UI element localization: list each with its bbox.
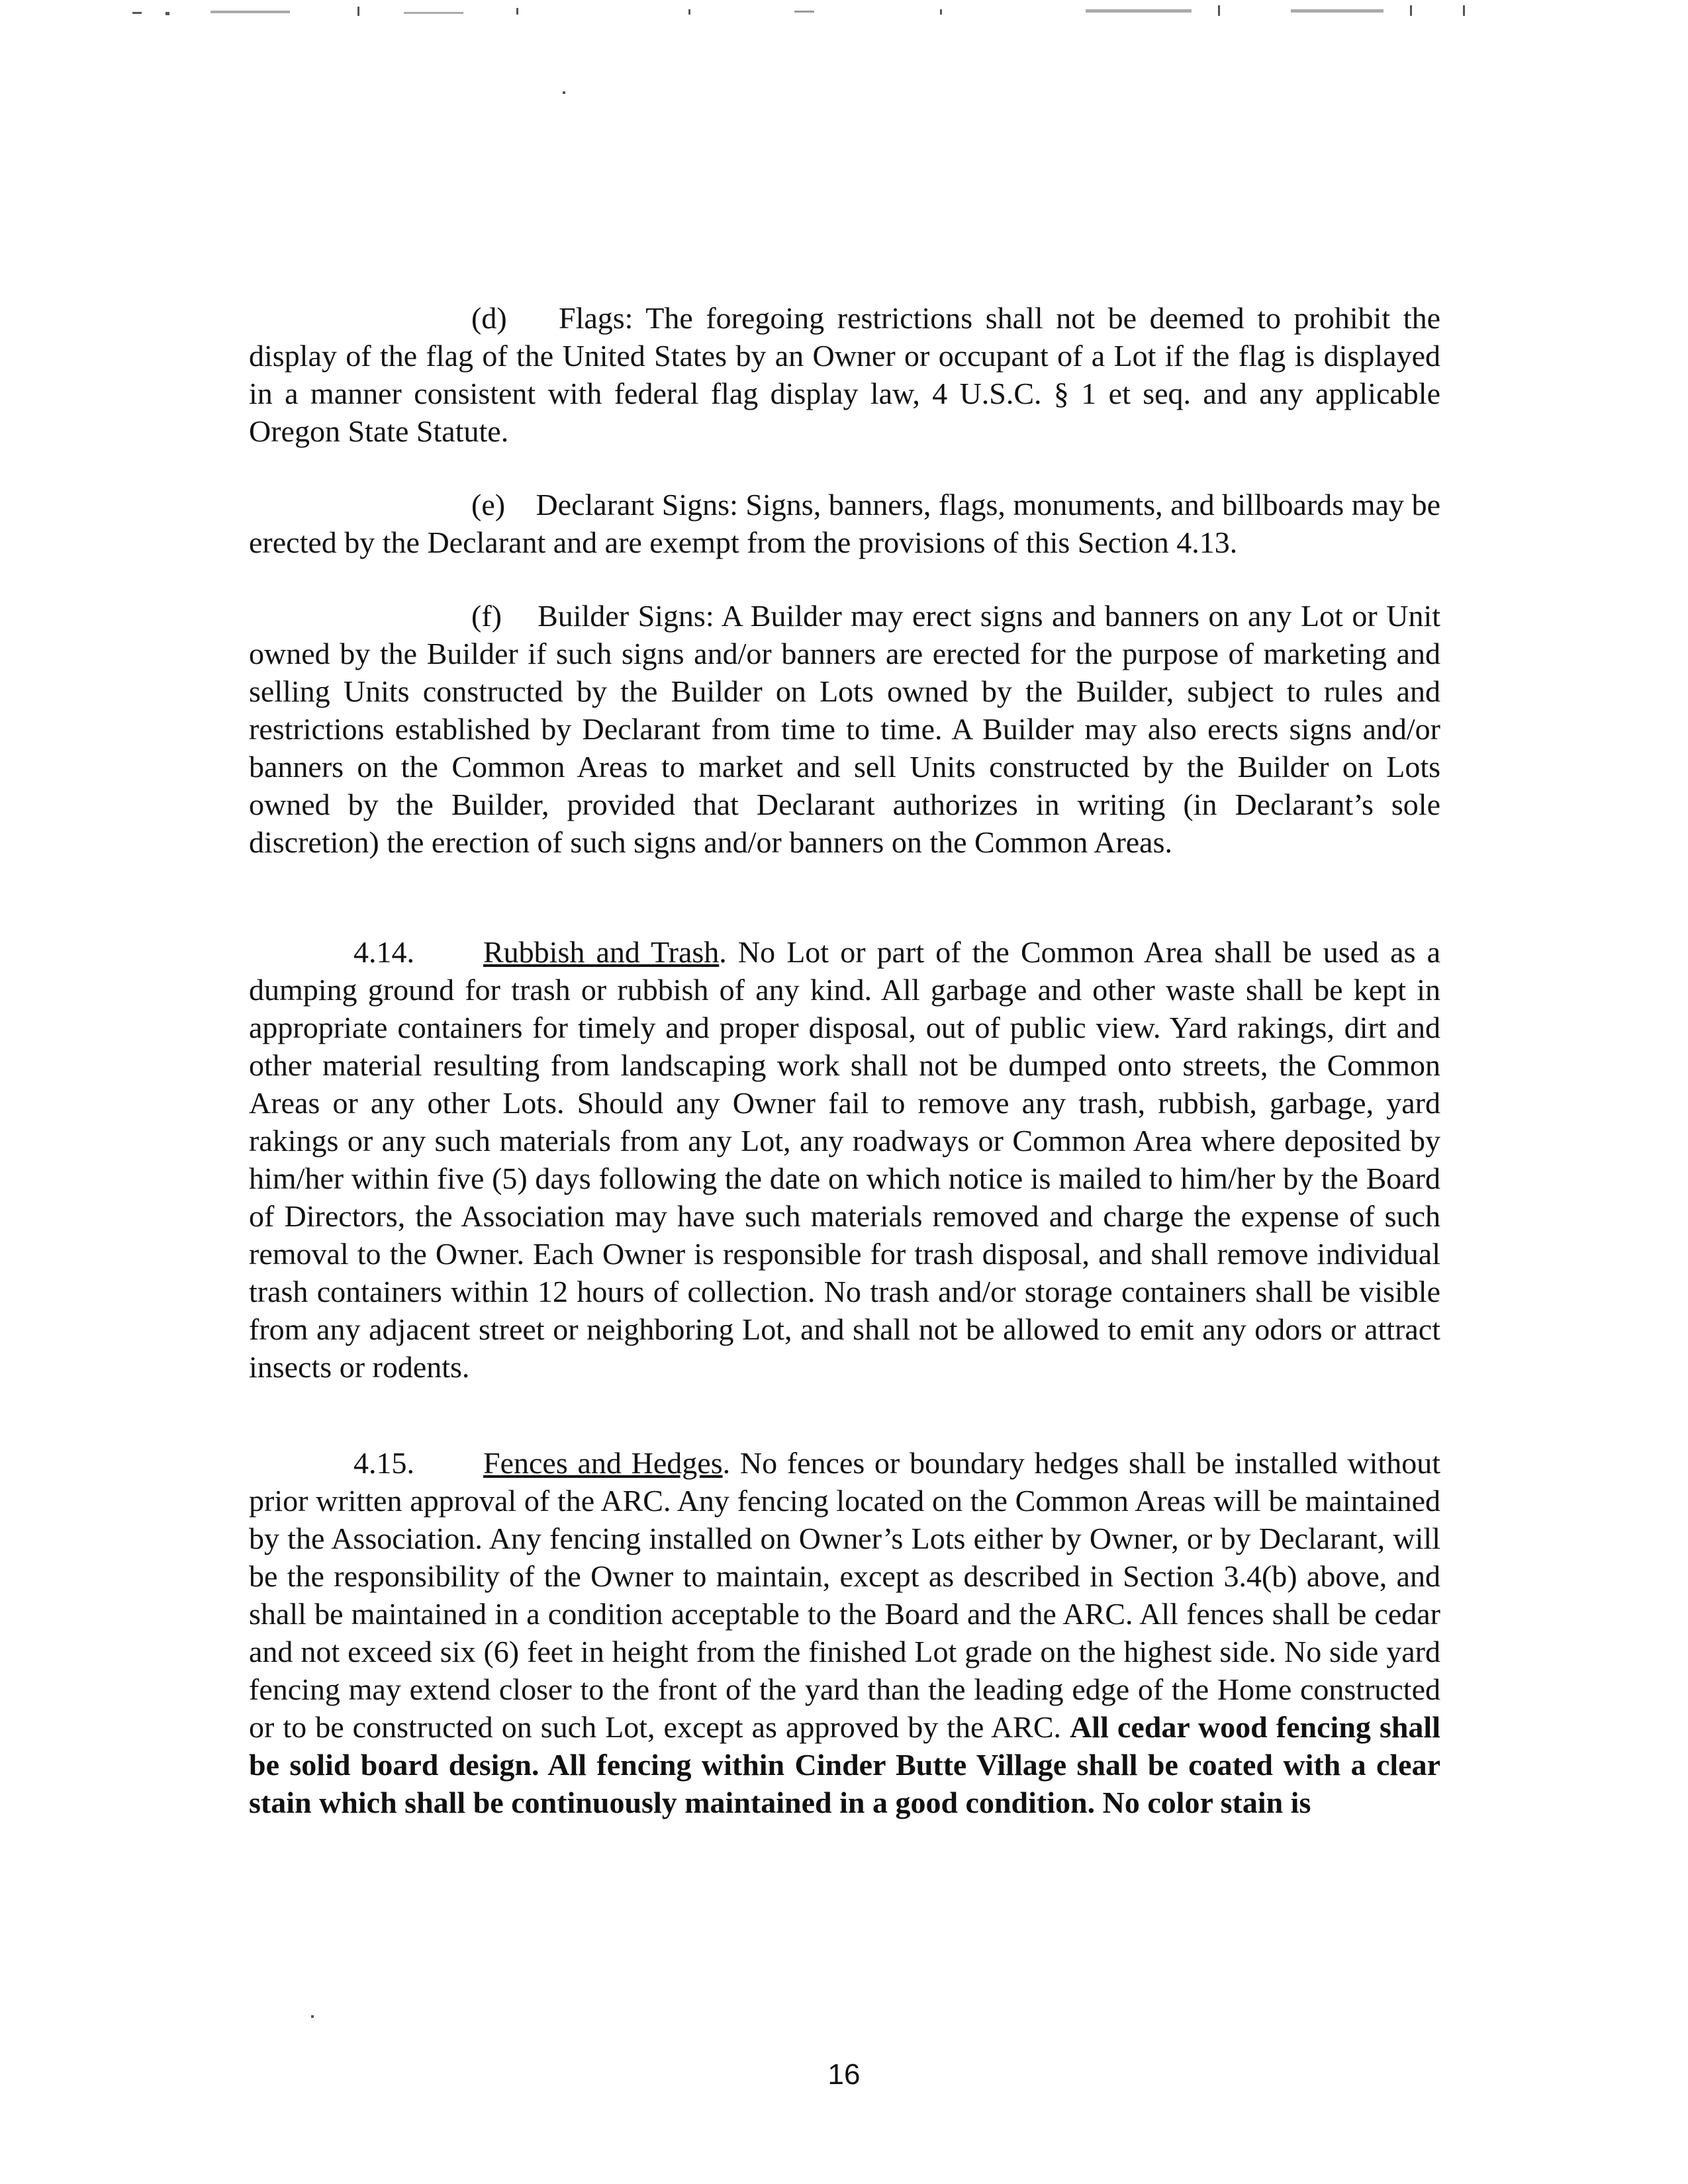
section-number: 4.14.: [353, 935, 414, 969]
section-heading: Fences and Hedges: [483, 1446, 723, 1480]
section-4-15: [249, 1444, 1440, 1821]
paragraph-d-label: (d): [471, 301, 507, 335]
section-heading: Rubbish and Trash: [483, 935, 720, 969]
section-bold-text: All cedar wood fencing shall be solid board design. All fencing within Cinder Butte Village shall be coated with a clear stain which shall be continuously maintained in a good condition. No color stain is: [249, 1710, 1440, 1819]
paragraph-e: [249, 486, 1440, 561]
paragraph-f-label: (f): [471, 599, 502, 633]
section-4-14: [249, 933, 1440, 1386]
page-number: 16: [827, 2058, 861, 2091]
paragraph-f-text: Builder Signs: A Builder may erect signs and banners on any Lot or Unit owned by the Builder if such signs and/or banners are erected for the purpose of marketing and selling Units constructed by the Builder on Lots owned by the Builder, subject to rules and restrictions established by Declarant from time to time. A Builder may also erects signs and/or banners on the Common Areas to market and sell Units constructed by the Builder on Lots owned by the Builder, provided that Declarant authorizes in writing (in Declarant’s sole discretion) the erection of such signs and/or banners on the Common Areas.: [249, 599, 1440, 859]
paragraph-e-label: (e): [471, 488, 506, 522]
paragraph-d: [249, 299, 1440, 450]
section-text: . No Lot or part of the Common Area shall be used as a dumping ground for trash or rubbish of any kind. All garbage and other waste shall be kept in appropriate containers for timely and proper disposal, out of public view. Yard rakings, dirt and other material resulting from landscaping work shall not be dumped onto streets, the Common Areas or any other Lots. Should any Owner fail to remove any trash, rubbish, garbage, yard rakings or any such materials from any Lot, any roadways or Common Area where deposited by him/her within five (5) days following the date on which notice is mailed to him/her by the Board of Directors, the Association may have such materials removed and charge the expense of such removal to the Owner. Each Owner is responsible for trash disposal, and shall remove individual trash containers within 12 hours of collection. No trash and/or storage containers shall be visible from any adjacent street or neighboring Lot, and shall not be allowed to emit any odors or attract insects or rodents.: [249, 935, 1440, 1384]
scan-speck: [311, 2015, 314, 2018]
paragraph-f: [249, 597, 1440, 861]
paragraph-d-text: Flags: The foregoing restrictions shall not be deemed to prohibit the display of the flag of the United States by an Owner or occupant of a Lot if the flag is displayed in a manner consistent with federal flag display law, 4 U.S.C. § 1 et seq. and any applicable Oregon State Statute.: [249, 301, 1441, 448]
section-text: . No fences or boundary hedges shall be installed without prior written approval of the ARC. Any fencing located on the Common Areas will be maintained by the Association. Any fencing installed on Owner’s Lots either by Owner, or by Declarant, will be the responsibility of the Owner to maintain, except as described in Section 3.4(b) above, and shall be maintained in a condition acceptable to the Board and the ARC. All fences shall be cedar and not exceed six (6) feet in height from the finished Lot grade on the highest side. No side yard fencing may extend closer to the front of the yard than the leading edge of the Home constructed or to be constructed on such Lot, except as approved by the ARC.: [249, 1446, 1441, 1744]
scan-speck: [563, 91, 565, 94]
scan-noise-top: [0, 0, 1688, 26]
section-number: 4.15.: [353, 1446, 414, 1480]
paragraph-e-text: Declarant Signs: Signs, banners, flags, monuments, and billboards may be erected by the Declarant and are exempt from the provisions of this Section 4.13.: [249, 488, 1440, 559]
